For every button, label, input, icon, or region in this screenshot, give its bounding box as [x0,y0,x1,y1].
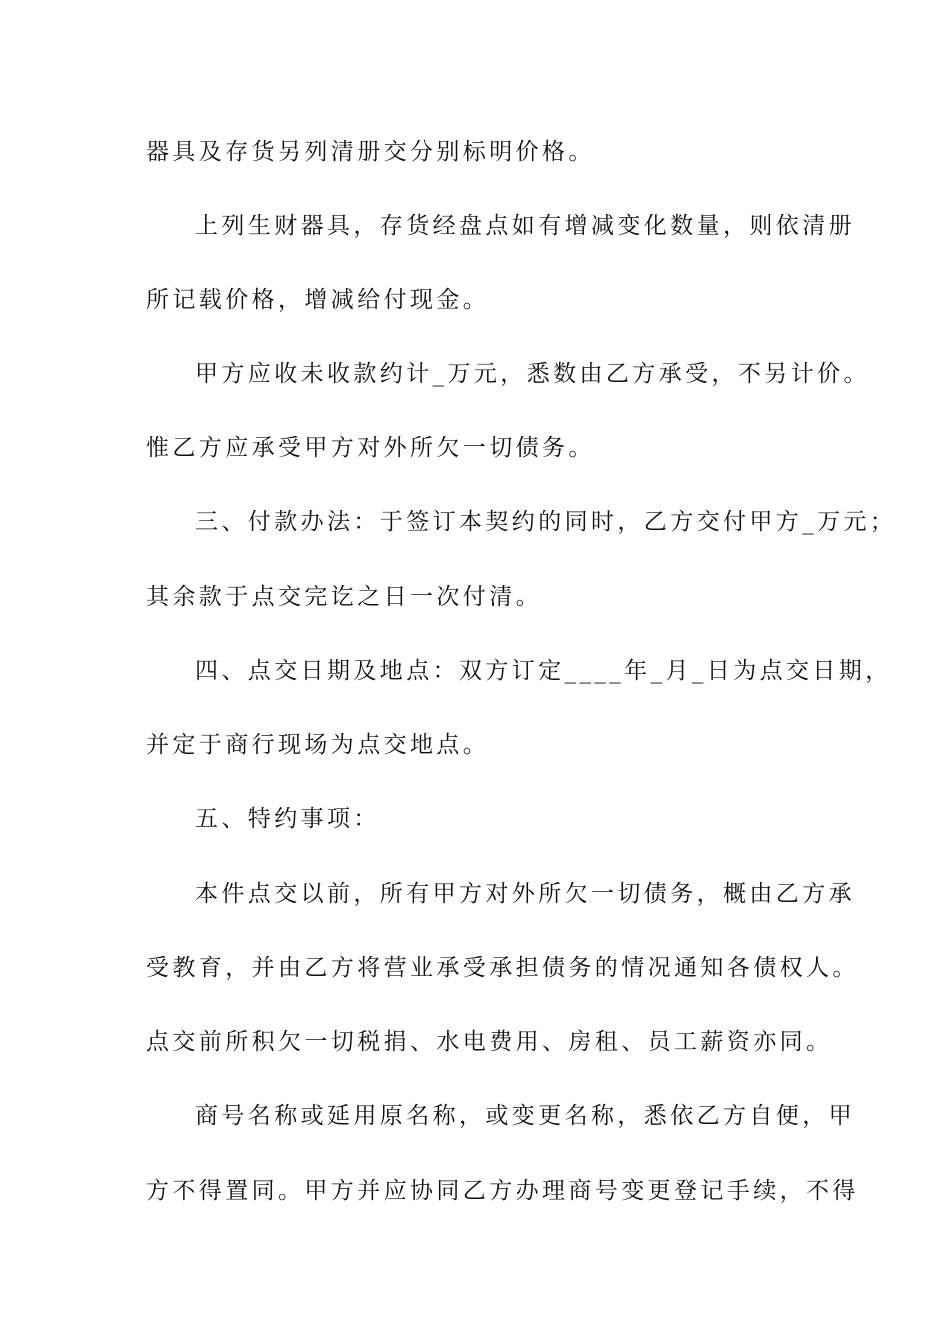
text-line: 其余款于点交完讫之日一次付清。 [146,584,542,610]
text-line: 并定于商行现场为点交地点。 [146,732,490,758]
paragraph-line: 上列生财器具，存货经盘点如有增减变化数量，则依清册 [195,213,855,239]
paragraph-line: 本件点交以前，所有甲方对外所欠一切债务，概由乙方承 [195,881,855,907]
clause-heading-special-terms: 五、特约事项： [195,806,380,832]
text-line: 点交前所积欠一切税捐、水电费用、房租、员工薪资亦同。 [146,1029,833,1055]
text-line: 器具及存货另列清册交分别标明价格。 [146,139,595,165]
text-line: 所记载价格，增减给付现金。 [146,287,490,313]
text-line: 方不得置同。甲方并应协同乙方办理商号变更登记手续，不得 [146,1178,859,1204]
text-line: 惟乙方应承受甲方对外所欠一切债务。 [146,435,595,461]
paragraph-line: 商号名称或延用原名称，或变更名称，悉依乙方自便，甲 [195,1103,855,1129]
clause-heading-payment: 三、付款办法：于签订本契约的同时，乙方交付甲方_万元； [195,509,897,535]
text-line: 受教育，并由乙方将营业承受承担债务的情况通知各债权人。 [146,955,859,981]
paragraph-line: 甲方应收未收款约计_万元，悉数由乙方承受，不另计价。 [195,361,870,387]
clause-heading-handover: 四、点交日期及地点：双方订定____年_月_日为点交日期， [195,658,892,684]
